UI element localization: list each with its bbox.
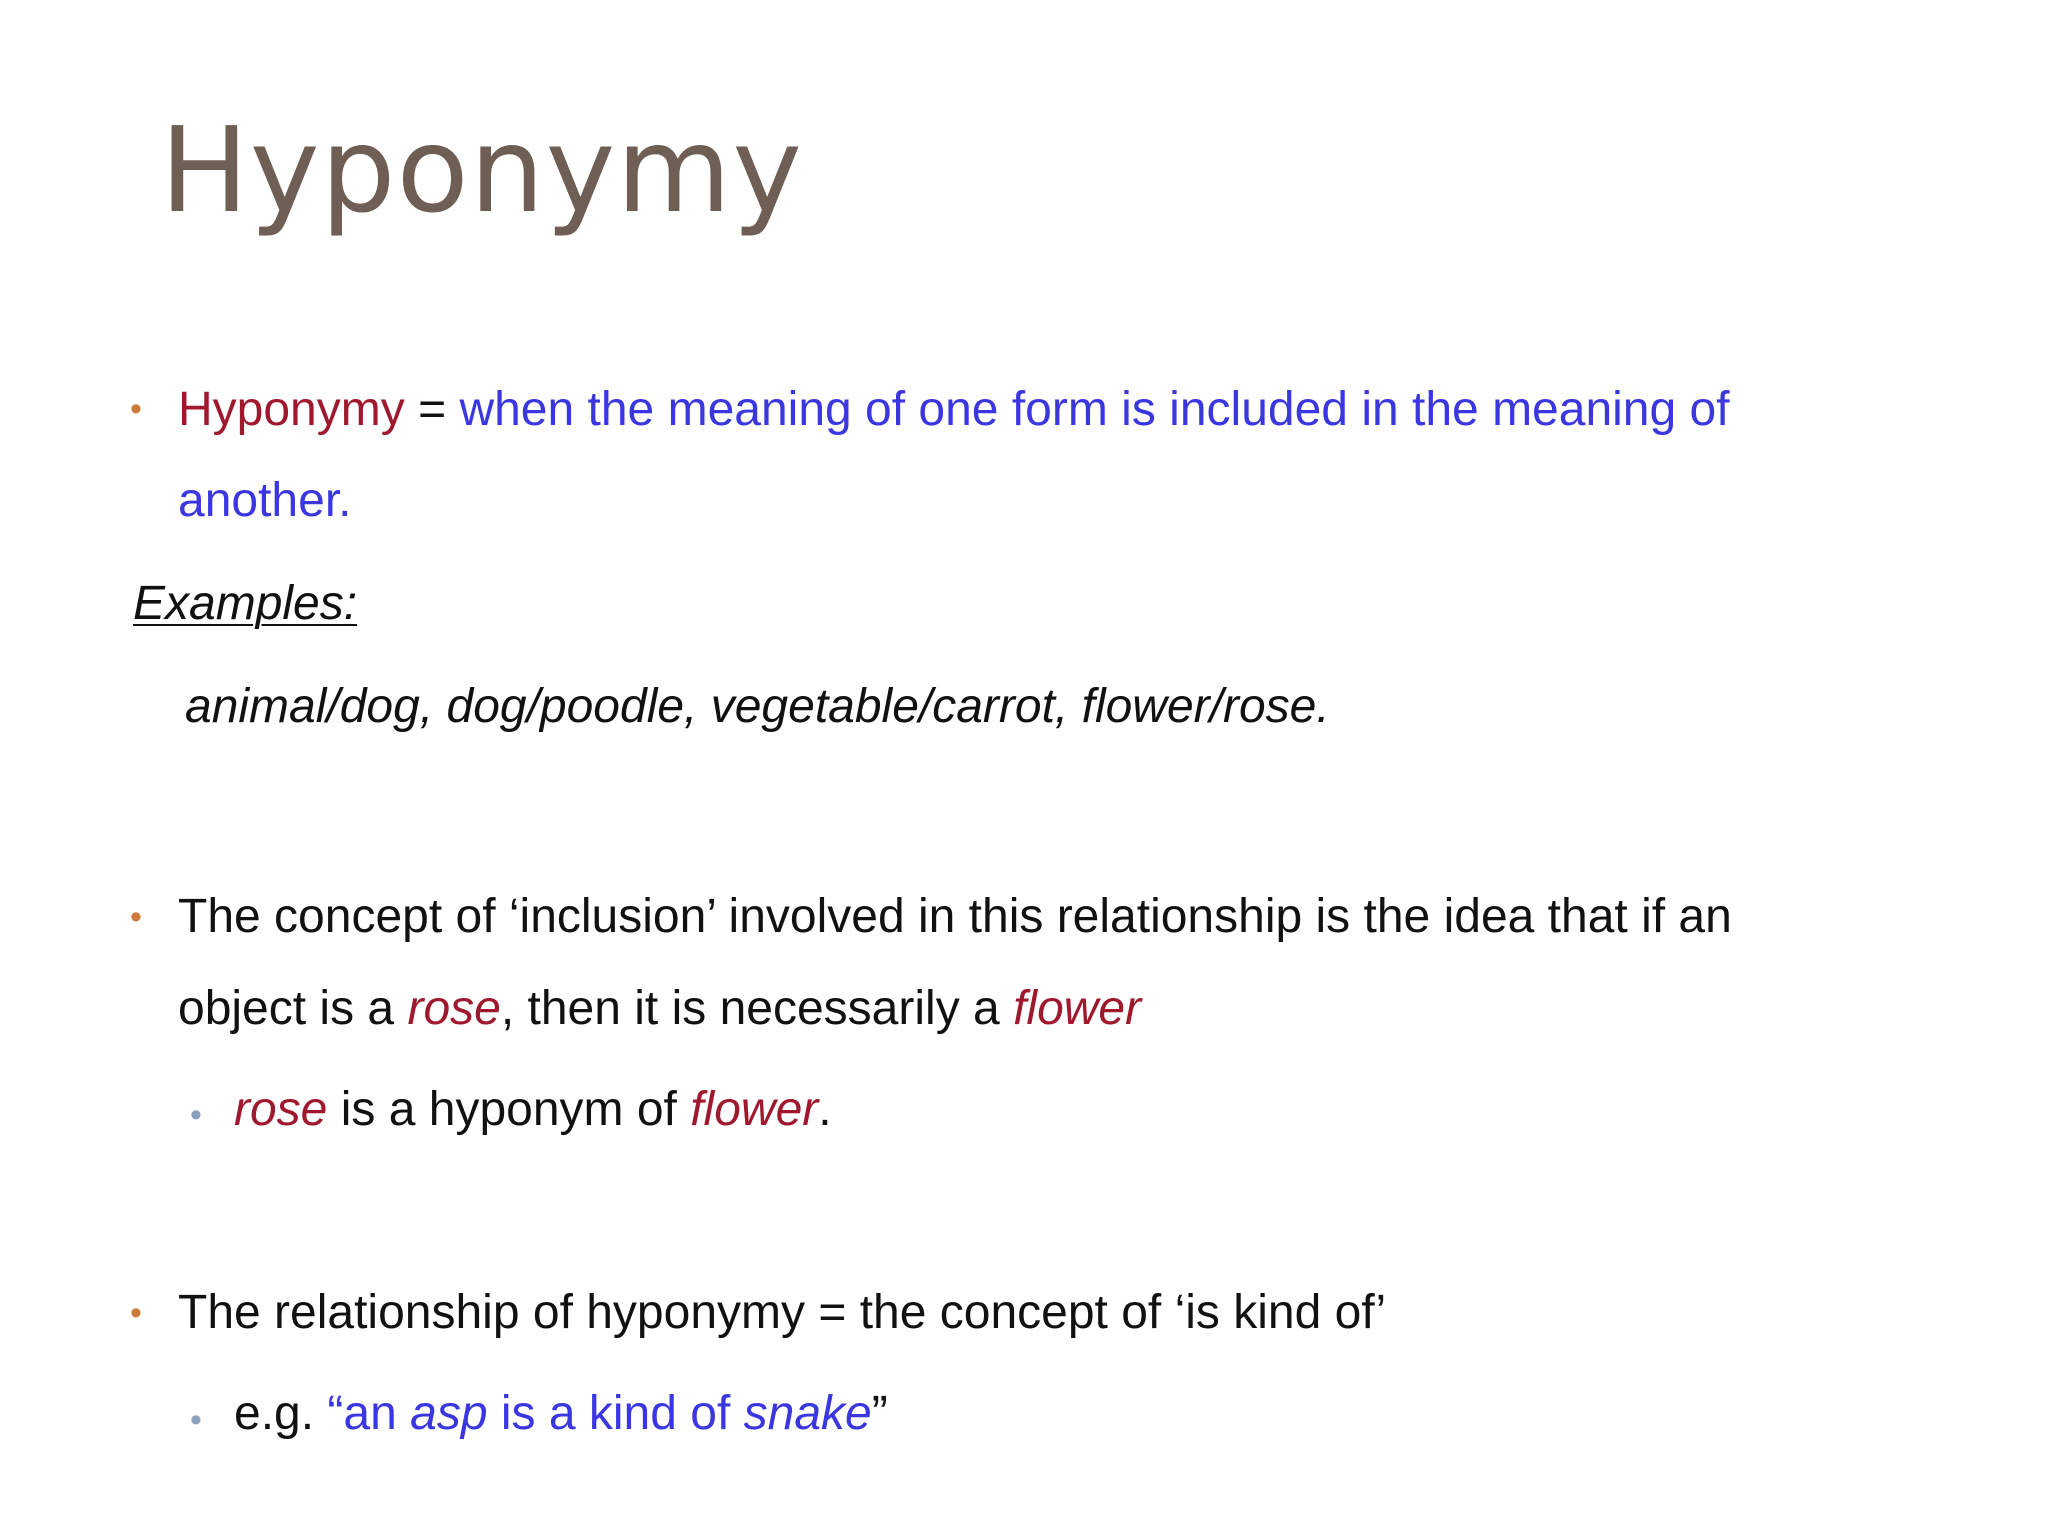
definition-equals: = bbox=[404, 383, 460, 436]
definition-line-2: another. bbox=[178, 474, 352, 527]
hyponym-end: . bbox=[818, 1083, 832, 1136]
definition-term: Hyponymy bbox=[178, 383, 405, 436]
inclusion-line-2 bbox=[178, 980, 1141, 1038]
subbullet-example: • bbox=[190, 1401, 202, 1439]
inclusion-line-1: The concept of ‘inclusion’ involved in this relationship is the idea that if an bbox=[178, 890, 1732, 943]
definition-text: when the meaning of one form is included in the meaning of bbox=[459, 383, 1730, 436]
inclusion-flower: flower bbox=[1013, 982, 1142, 1035]
hyponym-rose: rose bbox=[234, 1083, 328, 1136]
kind-of-line: The relationship of hyponymy = the concept of ‘is kind of’ bbox=[178, 1286, 1387, 1339]
example-asp: asp bbox=[410, 1387, 488, 1440]
definition-line-1 bbox=[178, 381, 1730, 439]
example-snake: snake bbox=[743, 1387, 872, 1440]
example-sentence bbox=[234, 1385, 888, 1443]
example-quote-open: “an bbox=[327, 1387, 411, 1440]
inclusion-text-b: , then it is necessarily a bbox=[500, 982, 1014, 1035]
examples-label: Examples: bbox=[133, 577, 358, 630]
hyponym-sentence bbox=[234, 1081, 832, 1139]
bullet-kind-of: • bbox=[130, 1294, 142, 1332]
bullet-definition: • bbox=[130, 390, 142, 428]
examples-text: animal/dog, dog/poodle, vegetable/carrot, flower/rose. bbox=[185, 680, 1330, 733]
hyponym-flower: flower bbox=[690, 1083, 819, 1136]
hyponym-mid: is a hyponym of bbox=[327, 1083, 691, 1136]
slide-title: Hyponymy bbox=[160, 101, 804, 239]
inclusion-rose: rose bbox=[407, 982, 501, 1035]
example-middle: is a kind of bbox=[487, 1387, 744, 1440]
example-quote-close: ” bbox=[871, 1387, 888, 1440]
bullet-inclusion: • bbox=[130, 898, 142, 936]
inclusion-text-a: object is a bbox=[178, 982, 408, 1035]
subbullet-hyponym: • bbox=[190, 1096, 202, 1134]
example-eg: e.g. bbox=[234, 1387, 328, 1440]
